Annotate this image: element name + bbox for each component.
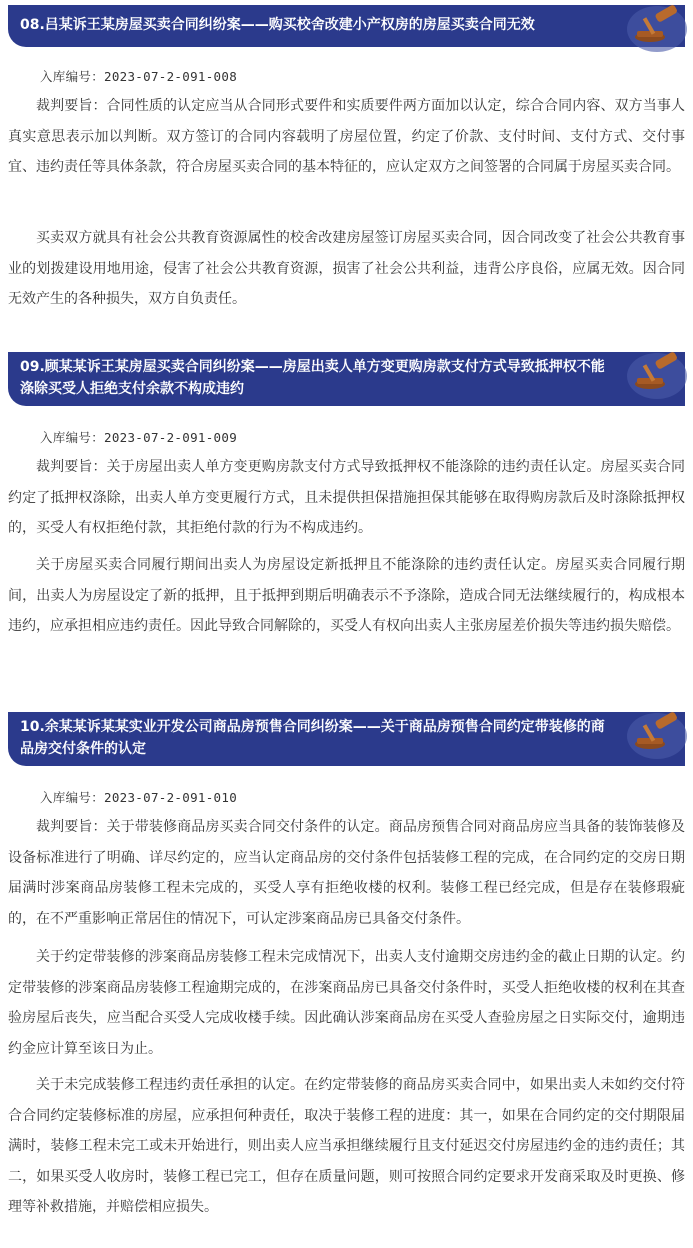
case-title-banner <box>8 352 685 406</box>
case-paragraph: 裁判要旨：关于房屋出卖人单方变更购房款支付方式导致抵押权不能涤除的违约责任认定。房屋买卖合同约定了抵押权涤除，出卖人单方变更履行方式，且未提供担保措施担保其能够在取得购房款后及时涤除抵押权的，买受人有权拒绝付款，其拒绝付款的行为不构成违约。 <box>8 459 685 536</box>
gavel-icon <box>617 346 687 400</box>
case-paragraph: 关于未完成装修工程违约责任承担的认定。在约定带装修的商品房买卖合同中，如果出卖人未如约交付符合合同约定装修标准的房屋，应承担何种责任，取决于装修工程的进度：其一，如果在合同约定的交付期限届满时，装修工程未完工或未开始进行，则出卖人应当承担继续履行且支付延迟交付房屋违约金的违约责任；其二，如果买受人收房时，装修工程已完工，但存在质量问题，则可按照合同约定要求开发商采取及时更换、修理等补救措施，并赔偿相应损失。 <box>8 1077 685 1215</box>
case-paragraph: 裁判要旨：合同性质的认定应当从合同形式要件和实质要件两方面加以认定，综合合同内容、双方当事人真实意思表示加以判断。双方签订的合同内容载明了房屋位置，约定了价款、支付时间、支付方式、交付事宜、违约责任等具体条款，符合房屋买卖合同的基本特征的，应认定双方之间签署的合同属于房屋买卖合同。 <box>8 98 685 175</box>
entry-number: 入库编号：2023-07-2-091-009 <box>40 430 238 445</box>
case-title: 10.余某某诉某某实业开发公司商品房预售合同纠纷案——关于商品房预售合同约定带装修的商品房交付条件的认定 <box>20 719 605 757</box>
case-title-banner <box>8 5 685 47</box>
case-paragraph: 裁判要旨：关于带装修商品房买卖合同交付条件的认定。商品房预售合同对商品房应当具备的装饰装修及设备标准进行了明确、详尽约定的，应当认定商品房的交付条件包括装修工程的完成，在合同约定的交房日期届满时涉案商品房装修工程未完成的，买受人享有拒绝收楼的权利。装修工程已经完成，但是存在装修瑕疵的，在不严重影响正常居住的情况下，可认定涉案商品房已具备交付条件。 <box>8 819 685 927</box>
gavel-icon <box>617 0 687 53</box>
case-title-banner <box>8 712 685 766</box>
case-title: 09.顾某某诉王某房屋买卖合同纠纷案——房屋出卖人单方变更购房款支付方式导致抵押权不能涤除买受人拒绝支付余款不构成违约 <box>20 359 605 397</box>
case-paragraph: 买卖双方就具有社会公共教育资源属性的校舍改建房屋签订房屋买卖合同，因合同改变了社会公共教育事业的划拨建设用地用途，侵害了社会公共教育资源，损害了社会公共利益，违背公序良俗，应属无效。因合同无效产生的各种损失，双方自负责任。 <box>8 230 685 307</box>
case-paragraph: 关于约定带装修的涉案商品房装修工程未完成情况下，出卖人支付逾期交房违约金的截止日期的认定。约定带装修的涉案商品房装修工程逾期完成的，在涉案商品房已具备交付条件时，买受人拒绝收楼的权利在其查验房屋后丧失，应当配合买受人完成收楼手续。因此确认涉案商品房在买受人查验房屋之日实际交付，逾期违约金应计算至该日为止。 <box>8 949 685 1057</box>
entry-number: 入库编号：2023-07-2-091-008 <box>40 69 238 84</box>
entry-number: 入库编号：2023-07-2-091-010 <box>40 790 238 805</box>
case-paragraph: 关于房屋买卖合同履行期间出卖人为房屋设定新抵押且不能涤除的违约责任认定。房屋买卖合同履行期间，出卖人为房屋设定了新的抵押，且于抵押到期后明确表示不予涤除，造成合同无法继续履行的，构成根本违约，应承担相应违约责任。因此导致合同解除的，买受人有权向出卖人主张房屋差价损失等违约损失赔偿。 <box>8 557 685 634</box>
case-title: 08.吕某诉王某房屋买卖合同纠纷案——购买校舍改建小产权房的房屋买卖合同无效 <box>20 17 535 33</box>
gavel-icon <box>617 706 687 760</box>
